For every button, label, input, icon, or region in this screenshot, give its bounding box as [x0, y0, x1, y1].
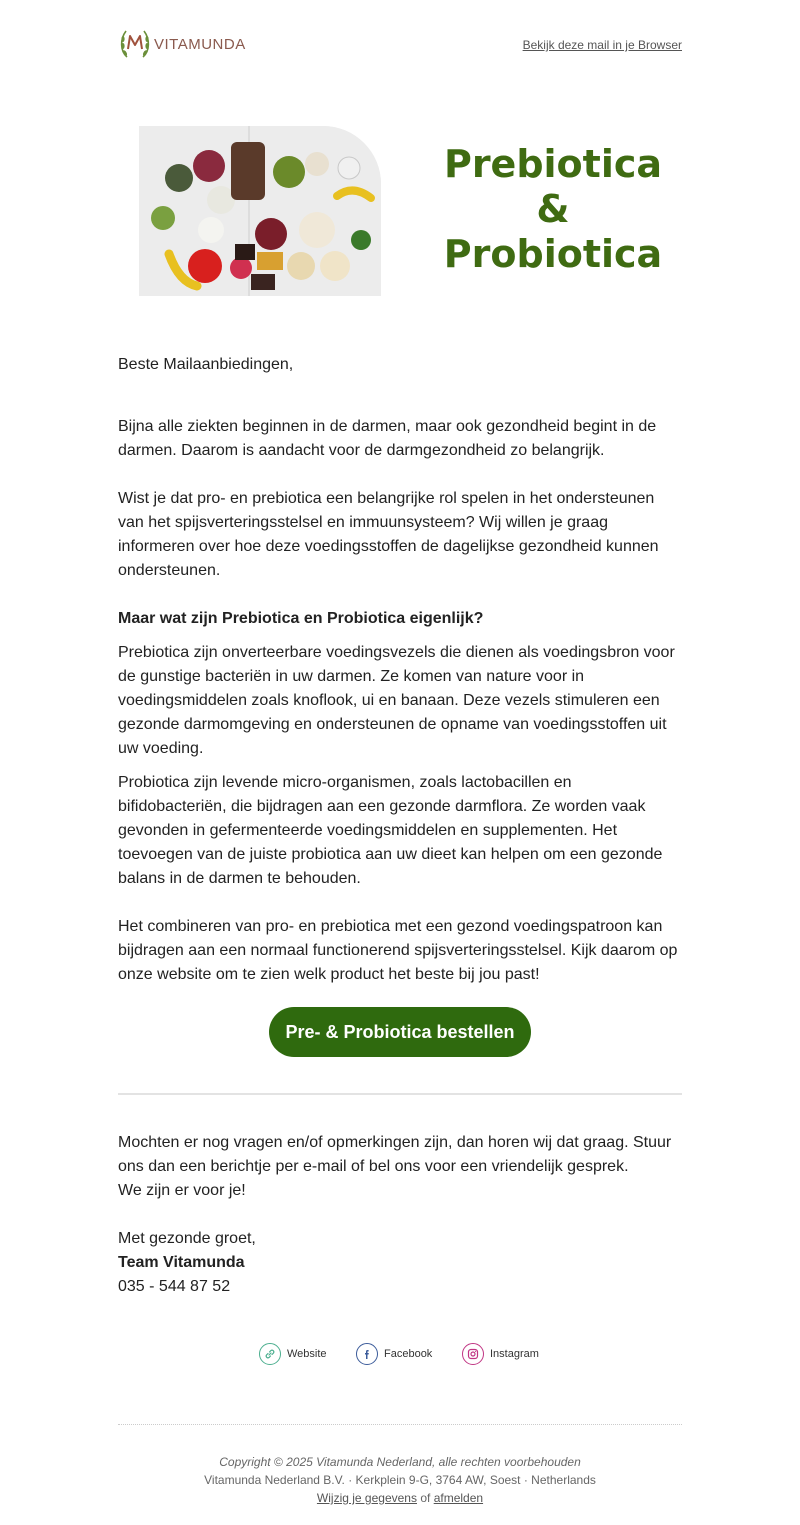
hero-title	[428, 142, 678, 277]
website-label: Website	[287, 1348, 327, 1360]
hero-title-line-1: Prebiotica	[443, 142, 663, 186]
copyright-text: Copyright © 2025 Vitamunda Nederland, alle rechten voorbehouden	[219, 1455, 581, 1469]
view-in-browser-link[interactable]: Bekijk deze mail in je Browser	[522, 38, 682, 52]
footer-divider	[118, 1424, 682, 1425]
divider	[118, 1093, 682, 1095]
probiotica-paragraph: Probiotica zijn levende micro-organismen, zoals lactobacillen en bifidobacteriën, die bijdragen aan een gezonde darmflora. Ze worden vaak gevonden in gefermenteerde voedingsmiddelen en supplementen. Het toevoegen van de juiste probiotica aan uw dieet kan helpen om een gezonde balans in de darmen te behouden.	[118, 774, 663, 887]
combination-paragraph: Het combineren van pro- en prebiotica met een gezond voedingspatroon kan bijdragen aan een normaal functionerend spijsverteringsstelsel. Kijk daarom op onze website om te zien welk product het beste bij jou past!	[118, 918, 678, 983]
prebiotica-paragraph: Prebiotica zijn onverteerbare voedingsvezels die dienen als voedingsbron voor de gunstige bacteriën in uw darmen. Ze komen van nature voor in voedingsmiddelen zoals knoflook, ui en banaan. Deze vezels stimuleren een gezonde darmomgeving en ondersteunen de opname van voedingsstoffen uit uw voeding.	[118, 644, 675, 757]
support-line: We zijn er voor je!	[118, 1182, 246, 1199]
hero-title-line-3: Probiotica	[443, 232, 663, 276]
edit-details-link[interactable]: Wijzig je gegevens	[316, 1491, 417, 1505]
hero-banner[interactable]	[118, 116, 682, 306]
company-address: Vitamunda Nederland B.V. · Kerkplein 9-G, 3764 AW, Soest · Netherlands	[204, 1473, 596, 1487]
order-probiotica-button[interactable]: Pre- & Probiotica bestellen	[269, 1007, 531, 1057]
greeting: Beste Mailaanbiedingen,	[118, 356, 294, 373]
unsubscribe-link[interactable]: afmelden	[433, 1491, 484, 1505]
team-signature: Team Vitamunda	[118, 1254, 245, 1271]
or-text: of	[420, 1491, 431, 1505]
intro-paragraph: Bijna alle ziekten beginnen in de darmen, maar ook gezondheid begint in de darmen. Daarom is aandacht voor de darmgezondheid zo belangrijk.	[118, 418, 657, 459]
food-photo	[139, 126, 381, 296]
facebook-link[interactable]	[356, 1341, 432, 1367]
regards-line: Met gezonde groet,	[118, 1230, 256, 1247]
phone-number: 035 - 544 87 52	[118, 1278, 231, 1295]
hero-title-line-2: &	[536, 187, 570, 231]
contact-paragraph: Mochten er nog vragen en/of opmerkingen zijn, dan horen wij dat graag. Stuur ons dan een berichtje per e-mail of bel ons voor een vriendelijk gesprek.	[118, 1134, 672, 1175]
footer-links	[0, 1489, 800, 1507]
section-heading: Maar wat zijn Prebiotica en Probiotica eigenlijk?	[118, 610, 484, 627]
laurel-logo-icon	[118, 27, 152, 61]
facebook-icon	[356, 1343, 378, 1365]
logo-text: VITAMUNDA	[154, 35, 246, 53]
instagram-link[interactable]	[462, 1341, 539, 1367]
instagram-icon	[462, 1343, 484, 1365]
instagram-label: Instagram	[490, 1348, 539, 1360]
facebook-label: Facebook	[384, 1348, 433, 1360]
vitamunda-logo[interactable]	[118, 26, 246, 62]
food-bowls-image	[139, 126, 381, 296]
info-paragraph: Wist je dat pro- en prebiotica een belangrijke rol spelen in het ondersteunen van het spijsverteringsstelsel en immuunsysteem? Wij willen je graag informeren over hoe deze voedingsstoffen de dagelijkse gezondheid kunnen ondersteunen.	[118, 490, 659, 579]
link-icon	[259, 1343, 281, 1365]
website-link[interactable]	[259, 1341, 327, 1367]
